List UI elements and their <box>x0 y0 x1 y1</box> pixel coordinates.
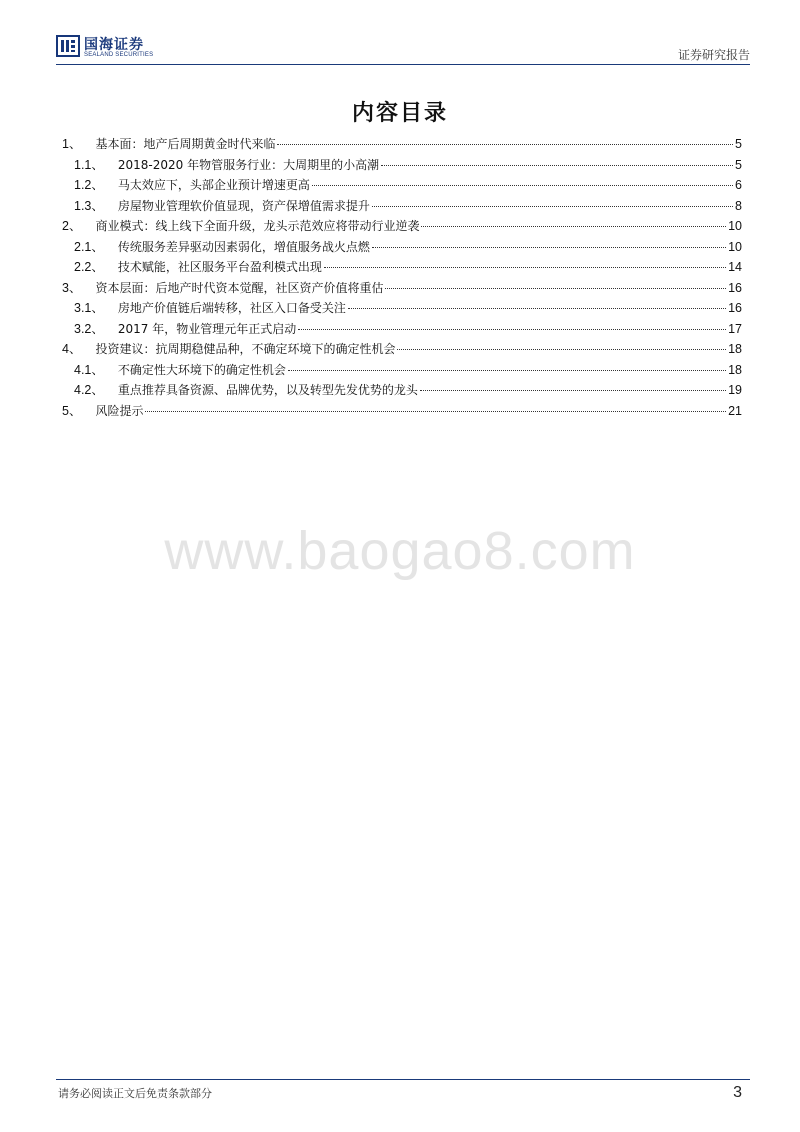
toc-entry-number: 1.2、 <box>74 178 104 192</box>
toc-entry-number: 2.1、 <box>74 239 104 254</box>
toc-entry[interactable] <box>62 360 742 381</box>
toc-entry-title: 传统服务差异驱动因素弱化，增值服务战火点燃 <box>117 239 370 254</box>
toc-entry-number: 1、 <box>62 137 82 151</box>
toc-dot-leader <box>348 308 726 309</box>
toc-entry[interactable] <box>62 175 742 196</box>
toc-entry[interactable] <box>62 237 742 258</box>
watermark: www.baogao8.com <box>164 521 636 581</box>
page-title: 内容目录 <box>351 100 448 126</box>
footer-rule <box>56 1079 750 1080</box>
toc-entry-number: 4.1、 <box>74 362 104 377</box>
logo-english-name: SEALAND SECURITIES <box>84 52 154 58</box>
toc-entry-title: 重点推荐具备资源、品牌优势，以及转型先发优势的龙头 <box>117 383 418 397</box>
toc-dot-leader <box>312 185 733 186</box>
toc-entry-title: 不确定性大环境下的确定性机会 <box>117 362 286 377</box>
toc-dot-leader <box>277 144 733 145</box>
toc-entry-number: 2、 <box>62 219 82 233</box>
toc-entry-number: 5、 <box>62 403 82 418</box>
toc-entry-page: 18 <box>728 362 742 377</box>
toc-dot-leader <box>381 165 733 166</box>
toc-entry-title: 基本面：地产后周期黄金时代来临 <box>95 137 276 151</box>
toc-entry-number: 2.2、 <box>74 260 104 274</box>
toc-dot-leader <box>421 226 726 227</box>
toc-entry-title: 资本层面：后地产时代资本觉醒，社区资产价值将重估 <box>95 280 384 295</box>
toc-entry-page: 10 <box>728 239 742 254</box>
toc-entry-page: 10 <box>728 219 742 233</box>
toc-entry-title: 风险提示 <box>95 403 144 418</box>
table-of-contents <box>62 134 742 421</box>
page-header <box>56 30 750 65</box>
toc-entry-title: 商业模式：线上线下全面升级，龙头示范效应将带动行业逆袭 <box>95 219 420 233</box>
toc-dot-leader <box>298 329 726 330</box>
toc-entry-page: 16 <box>728 280 742 295</box>
toc-dot-leader <box>397 349 726 350</box>
toc-entry-page: 8 <box>735 198 742 213</box>
toc-entry-page: 14 <box>728 260 742 274</box>
toc-entry-page: 5 <box>735 157 742 172</box>
toc-dot-leader <box>145 411 726 412</box>
toc-entry-number: 3.2、 <box>74 321 104 336</box>
toc-entry[interactable] <box>62 298 742 319</box>
toc-entry-title: 2018-2020 年物管服务行业：大周期里的小高潮 <box>117 157 380 172</box>
toc-entry-number: 3、 <box>62 280 82 295</box>
toc-entry-number: 1.3、 <box>74 198 104 213</box>
toc-dot-leader <box>372 206 733 207</box>
logo-chinese-name: 国海证券 <box>84 37 144 53</box>
toc-entry[interactable] <box>62 134 742 155</box>
footer-page-number: 3 <box>733 1084 742 1101</box>
toc-entry-page: 21 <box>728 403 742 418</box>
toc-entry[interactable] <box>62 401 742 422</box>
toc-entry[interactable] <box>62 380 742 401</box>
toc-entry-page: 16 <box>728 301 742 315</box>
toc-entry-page: 19 <box>728 383 742 397</box>
toc-entry-title: 马太效应下，头部企业预计增速更高 <box>117 178 310 192</box>
toc-entry[interactable] <box>62 319 742 340</box>
toc-entry-title: 技术赋能，社区服务平台盈利模式出现 <box>117 260 322 274</box>
toc-entry-number: 4.2、 <box>74 383 104 397</box>
toc-entry-page: 18 <box>728 342 742 356</box>
toc-entry-title: 投资建议：抗周期稳健品种，不确定环境下的确定性机会 <box>95 342 396 356</box>
report-type-label: 证券研究报告 <box>677 48 750 62</box>
toc-dot-leader <box>324 267 726 268</box>
toc-entry[interactable] <box>62 278 742 299</box>
toc-dot-leader <box>288 370 726 371</box>
toc-entry[interactable] <box>62 339 742 360</box>
toc-dot-leader <box>372 247 726 248</box>
toc-entry[interactable] <box>62 155 742 176</box>
toc-entry-number: 3.1、 <box>74 301 104 315</box>
footer-disclaimer-note: 请务必阅读正文后免责条款部分 <box>58 1087 212 1100</box>
toc-entry-page: 17 <box>728 321 742 336</box>
toc-entry-number: 1.1、 <box>74 157 104 172</box>
toc-dot-leader <box>385 288 726 289</box>
toc-entry-page: 5 <box>735 137 742 151</box>
toc-entry-title: 房地产价值链后端转移，社区入口备受关注 <box>117 301 346 315</box>
sealand-logo-icon <box>56 34 80 58</box>
toc-entry[interactable] <box>62 257 742 278</box>
toc-entry-page: 6 <box>735 178 742 192</box>
toc-entry-title: 2017 年，物业管理元年正式启动 <box>117 321 297 336</box>
toc-entry[interactable] <box>62 196 742 217</box>
toc-entry-number: 4、 <box>62 342 82 356</box>
toc-entry[interactable] <box>62 216 742 237</box>
toc-entry-title: 房屋物业管理软价值显现，资产保增值需求提升 <box>117 198 370 213</box>
toc-dot-leader <box>420 390 726 391</box>
